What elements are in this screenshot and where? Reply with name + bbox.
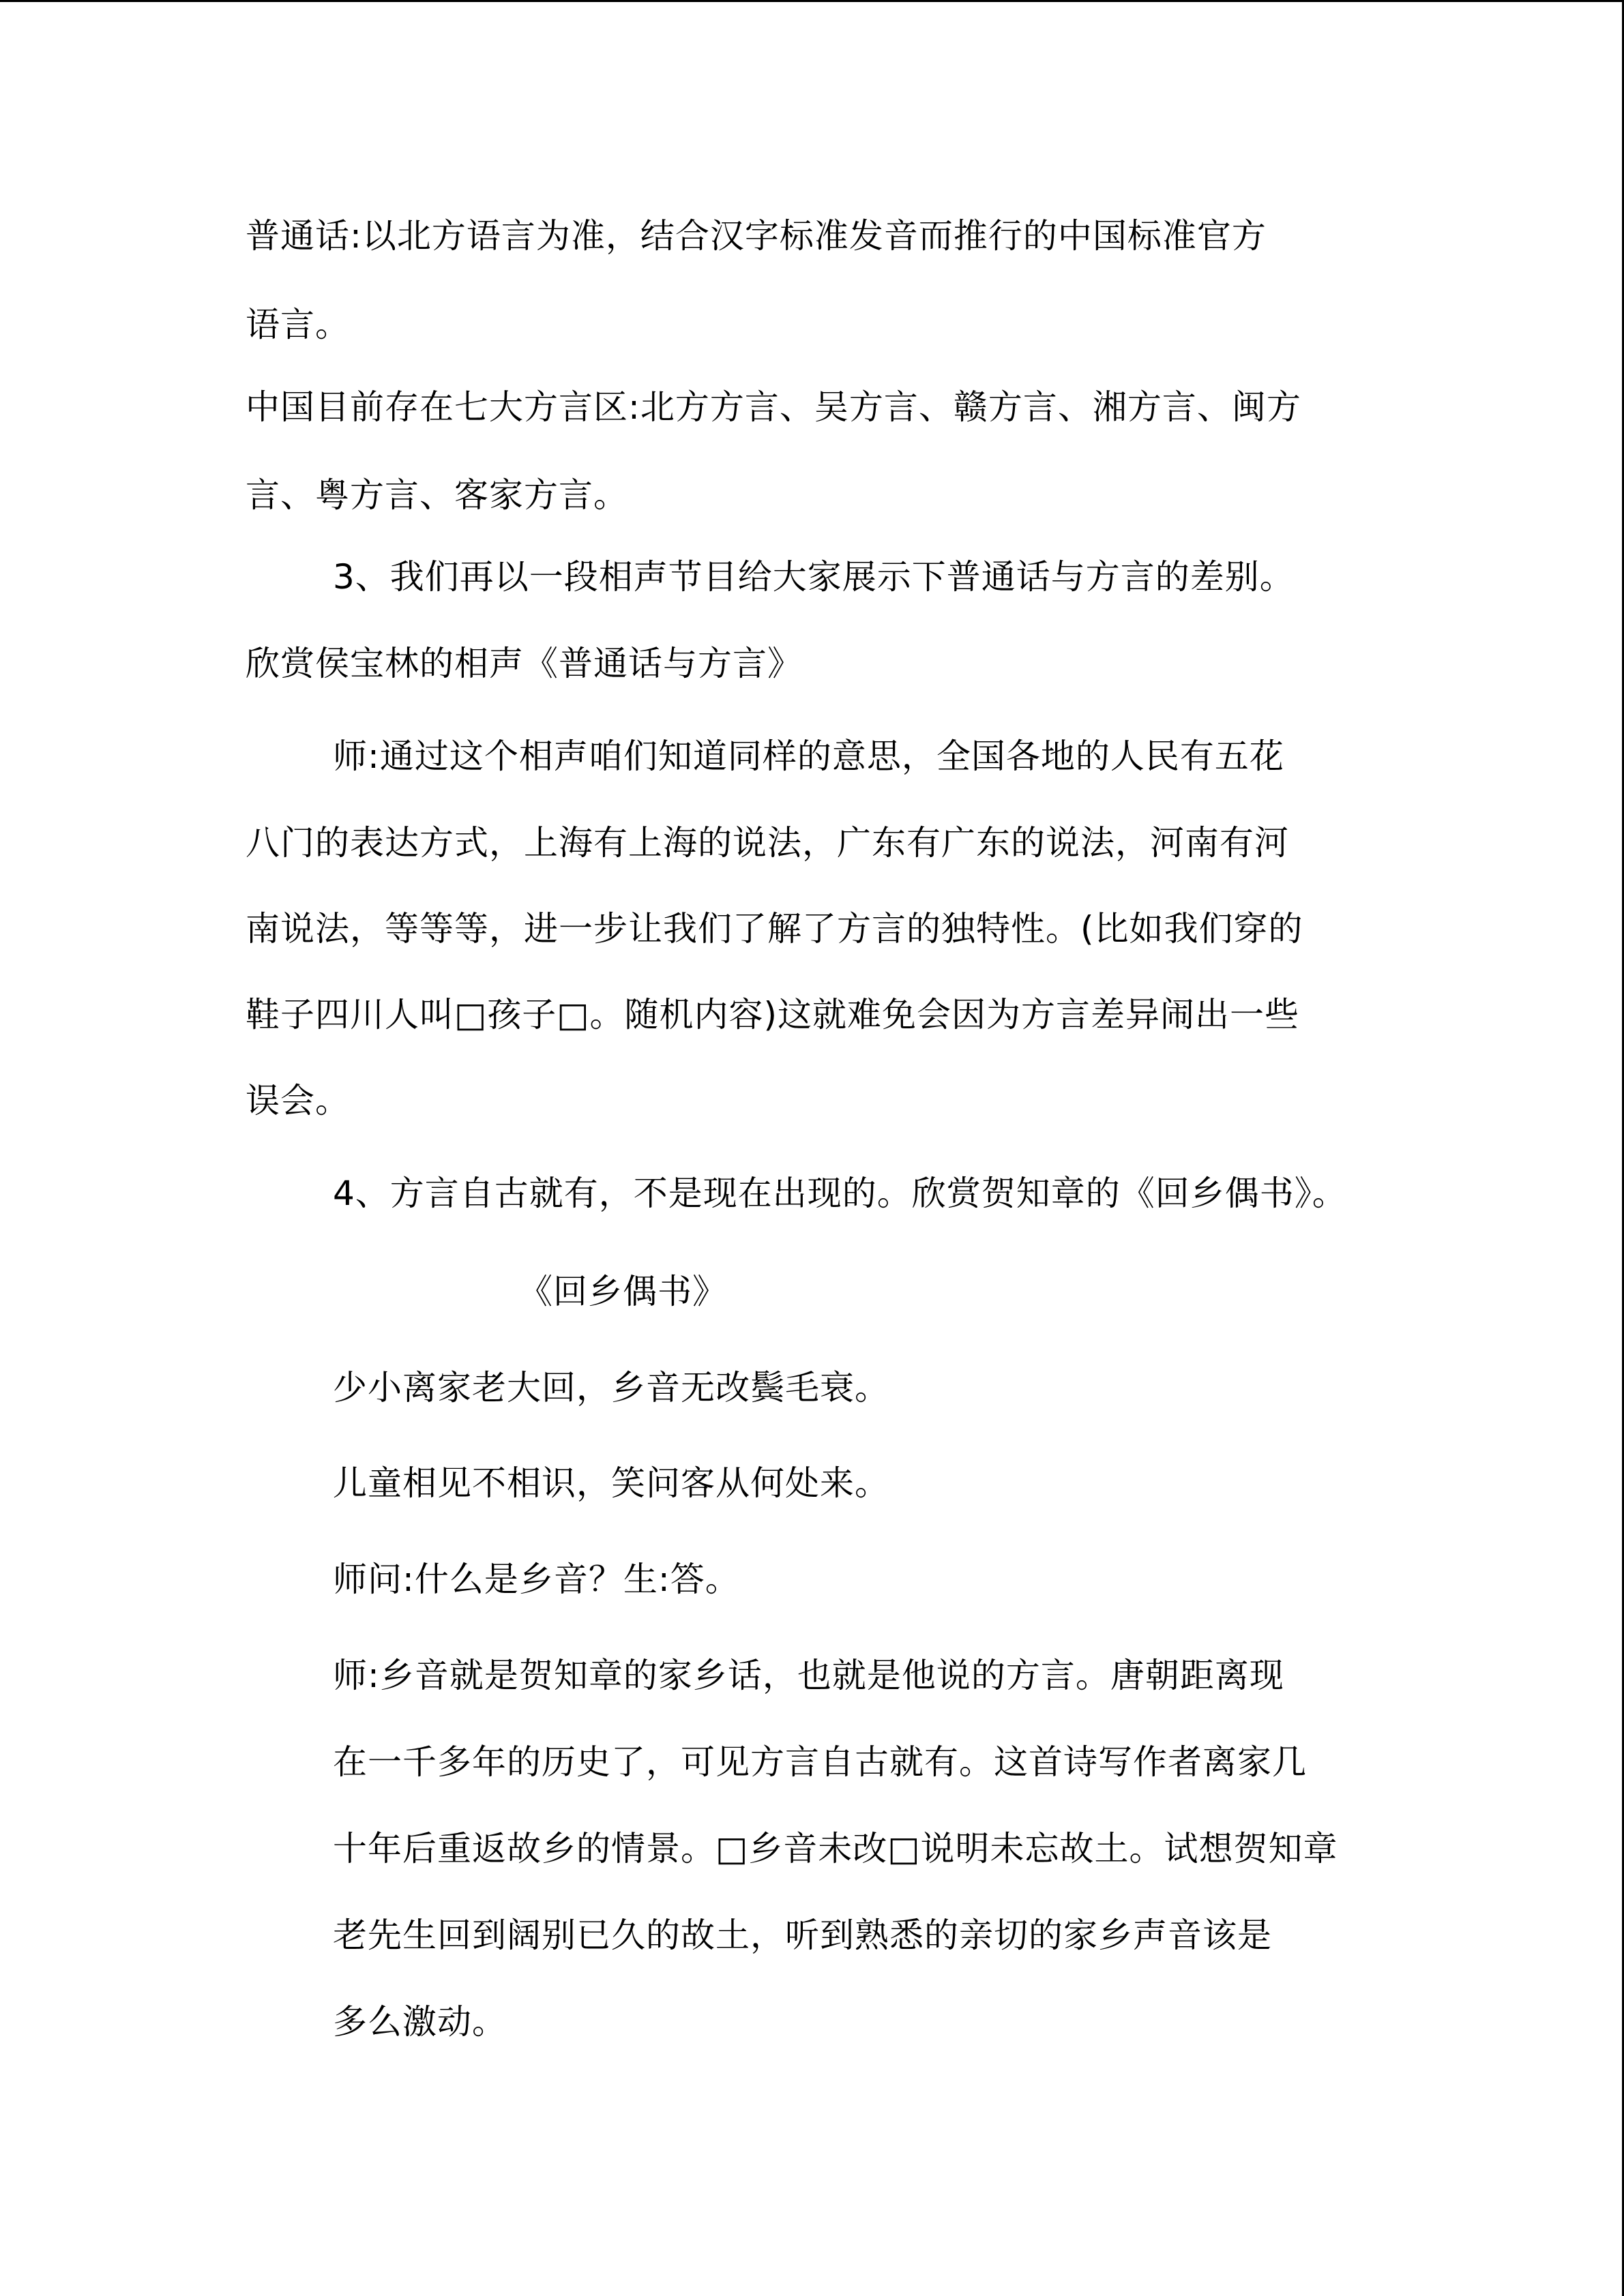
text-line: 师问:什么是乡音？生:答。 xyxy=(333,1560,740,1599)
text-line: 鞋子四川人叫□孩子□。随机内容)这就难免会因为方言差异闹出一些 xyxy=(246,995,1299,1034)
text-line: 多么激动。 xyxy=(333,2002,507,2042)
text-line: 语言。 xyxy=(246,305,350,344)
text-line: 师:通过这个相声咱们知道同样的意思，全国各地的人民有五花 xyxy=(333,736,1284,776)
text-line: 在一千多年的历史了，可见方言自古就有。这首诗写作者离家几 xyxy=(333,1742,1307,1782)
text-line: 误会。 xyxy=(246,1081,350,1120)
text-line: 4、方言自古就有，不是现在出现的。欣赏贺知章的《回乡偶书》。 xyxy=(333,1174,1347,1213)
text-line: 普通话:以北方语言为准，结合汉字标准发音而推行的中国标准官方 xyxy=(246,216,1267,256)
text-line: 十年后重返故乡的情景。□乡音未改□说明未忘故土。试想贺知章 xyxy=(333,1829,1338,1868)
poem-line: 少小离家老大回，乡音无改鬓毛衰。 xyxy=(333,1368,889,1407)
text-line: 中国目前存在七大方言区:北方方言、吴方言、赣方言、湘方言、闽方 xyxy=(246,387,1301,427)
text-line: 师:乡音就是贺知章的家乡话，也就是他说的方言。唐朝距离现 xyxy=(333,1656,1284,1695)
text-line: 老先生回到阔别已久的故土，听到熟悉的亲切的家乡声音该是 xyxy=(333,1915,1272,1955)
text-line: 南说法，等等等，进一步让我们了解了方言的独特性。(比如我们穿的 xyxy=(246,909,1303,949)
poem-title: 《回乡偶书》 xyxy=(518,1272,727,1311)
text-line: 言、粤方言、客家方言。 xyxy=(246,475,628,515)
text-line: 欣赏侯宝林的相声《普通话与方言》 xyxy=(246,644,802,683)
text-line: 3、我们再以一段相声节目给大家展示下普通话与方言的差别。 xyxy=(333,557,1295,597)
poem-line: 儿童相见不相识，笑问客从何处来。 xyxy=(333,1463,889,1503)
text-line: 八门的表达方式，上海有上海的说法，广东有广东的说法，河南有河 xyxy=(246,823,1289,863)
